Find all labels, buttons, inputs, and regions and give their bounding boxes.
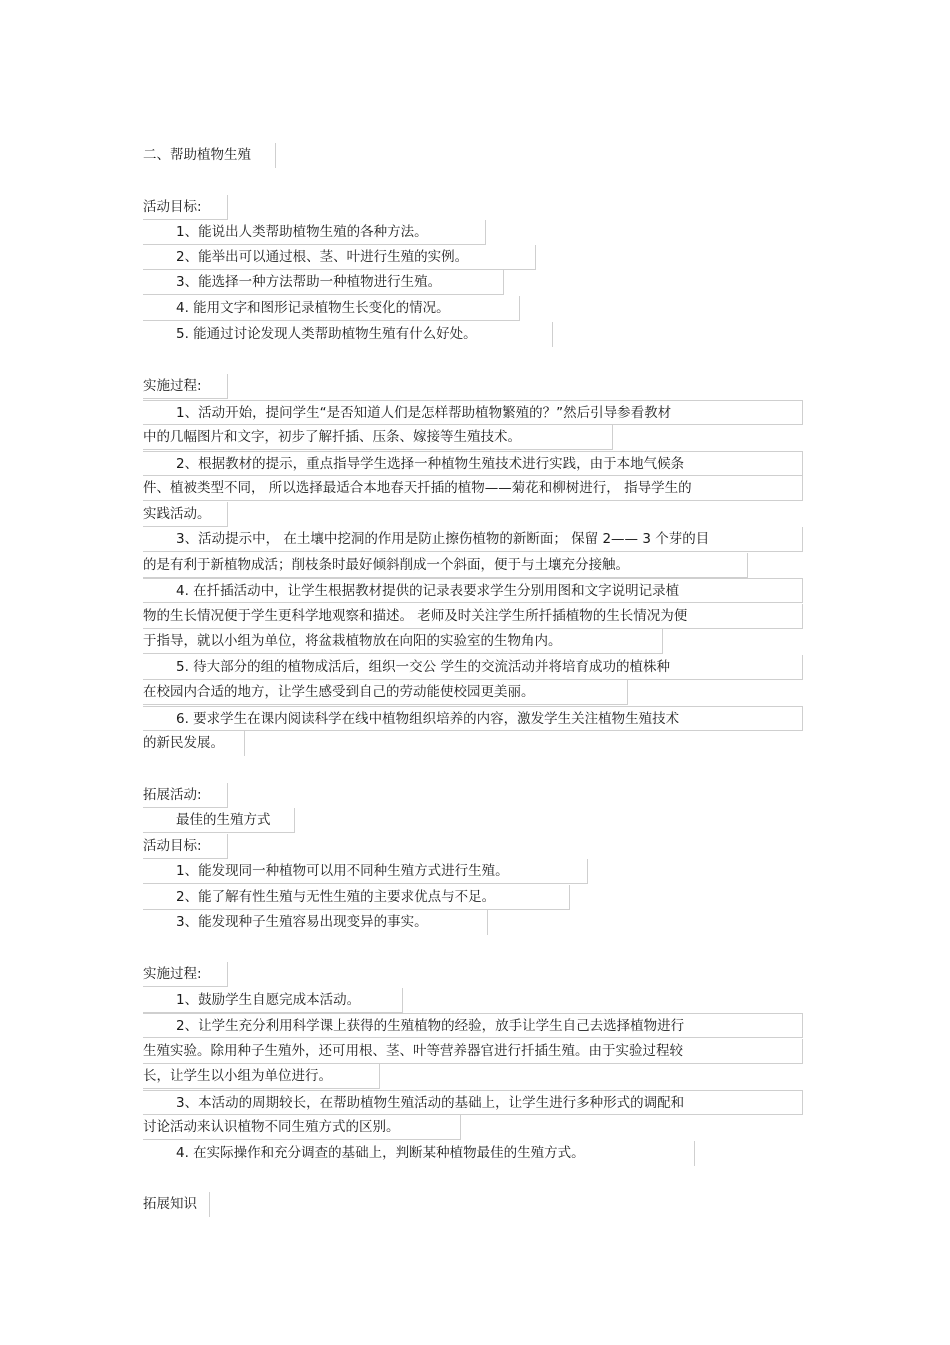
subheading-extension-activity: 拓展活动: xyxy=(143,783,228,808)
text-line: 1、鼓励学生自愿完成本活动。 xyxy=(143,988,403,1013)
text-line: 3、能选择一种方法帮助一种植物进行生殖。 xyxy=(143,270,504,295)
text-line: 4. 在实际操作和充分调查的基础上，判断某种植物最佳的生殖方式。 xyxy=(143,1141,695,1166)
text-line: 生殖实验。除用种子生殖外，还可用根、茎、叶等营养器官进行扦插生殖。由于实验过程较 xyxy=(143,1039,803,1064)
subheading-extension-knowledge: 拓展知识 xyxy=(143,1192,210,1217)
text-line: 在校园内合适的地方，让学生感受到自己的劳动能使校园更美丽。 xyxy=(143,680,628,705)
subheading-activity-goals: 活动目标: xyxy=(143,195,228,220)
text-line: 中的几幅图片和文字，初步了解扦插、压条、嫁接等生殖技术。 xyxy=(143,425,613,450)
subheading-implementation: 实施过程: xyxy=(143,374,228,399)
text-line: 5. 能通过讨论发现人类帮助植物生殖有什么好处。 xyxy=(143,322,553,347)
text-line: 长，让学生以小组为单位进行。 xyxy=(143,1064,380,1089)
text-line: 3、本活动的周期较长，在帮助植物生殖活动的基础上，让学生进行多种形式的调配和 xyxy=(143,1090,803,1115)
text-line: 物的生长情况便于学生更科学地观察和描述。 老师及时关注学生所扦插植物的生长情况为便 xyxy=(143,604,803,629)
text-line: 的是有利于新植物成活；削枝条时最好倾斜削成一个斜面，便于与土壤充分接触。 xyxy=(143,553,748,578)
text-line: 1、能发现同一种植物可以用不同种生殖方式进行生殖。 xyxy=(143,859,588,884)
text-line: 实践活动。 xyxy=(143,502,228,527)
text-line: 2、能举出可以通过根、茎、叶进行生殖的实例。 xyxy=(143,245,536,270)
text-line: 4. 在扦插活动中，让学生根据教材提供的记录表要求学生分别用图和文字说明记录植 xyxy=(143,578,803,603)
text-line: 的新民发展。 xyxy=(143,731,245,756)
text-line: 1、活动开始，提问学生“是否知道人们是怎样帮助植物繁殖的？”然后引导参看教材 xyxy=(143,400,803,425)
text-line: 1、能说出人类帮助植物生殖的各种方法。 xyxy=(143,220,486,245)
text-line: 3、活动提示中， 在土壤中挖洞的作用是防止擦伤植物的新断面； 保留 2—— 3 个芽的目 xyxy=(143,527,803,552)
text-line: 2、让学生充分利用科学课上获得的生殖植物的经验，放手让学生自己去选择植物进行 xyxy=(143,1013,803,1038)
text-line: 于指导，就以小组为单位，将盆栽植物放在向阳的实验室的生物角内。 xyxy=(143,629,663,654)
text-line: 2、根据教材的提示，重点指导学生选择一种植物生殖技术进行实践，由于本地气候条 xyxy=(143,451,803,476)
section-heading: 二、帮助植物生殖 xyxy=(143,143,276,168)
text-line: 2、能了解有性生殖与无性生殖的主要求优点与不足。 xyxy=(143,885,570,910)
subheading-activity-goals: 活动目标: xyxy=(143,834,228,859)
text-line: 4. 能用文字和图形记录植物生长变化的情况。 xyxy=(143,296,520,321)
subheading-implementation: 实施过程: xyxy=(143,962,228,987)
text-line: 件、植被类型不同， 所以选择最适合本地春天扦插的植物——菊花和柳树进行， 指导学生的 xyxy=(143,476,803,501)
text-line: 3、能发现种子生殖容易出现变异的事实。 xyxy=(143,910,488,935)
text-line: 5. 待大部分的组的植物成活后，组织一交公 学生的交流活动并将培育成功的植株种 xyxy=(143,655,803,680)
text-line: 6. 要求学生在课内阅读科学在线中植物组织培养的内容，激发学生关注植物生殖技术 xyxy=(143,706,803,731)
text-line: 讨论活动来认识植物不同生殖方式的区别。 xyxy=(143,1115,461,1140)
activity-title: 最佳的生殖方式 xyxy=(143,808,295,833)
